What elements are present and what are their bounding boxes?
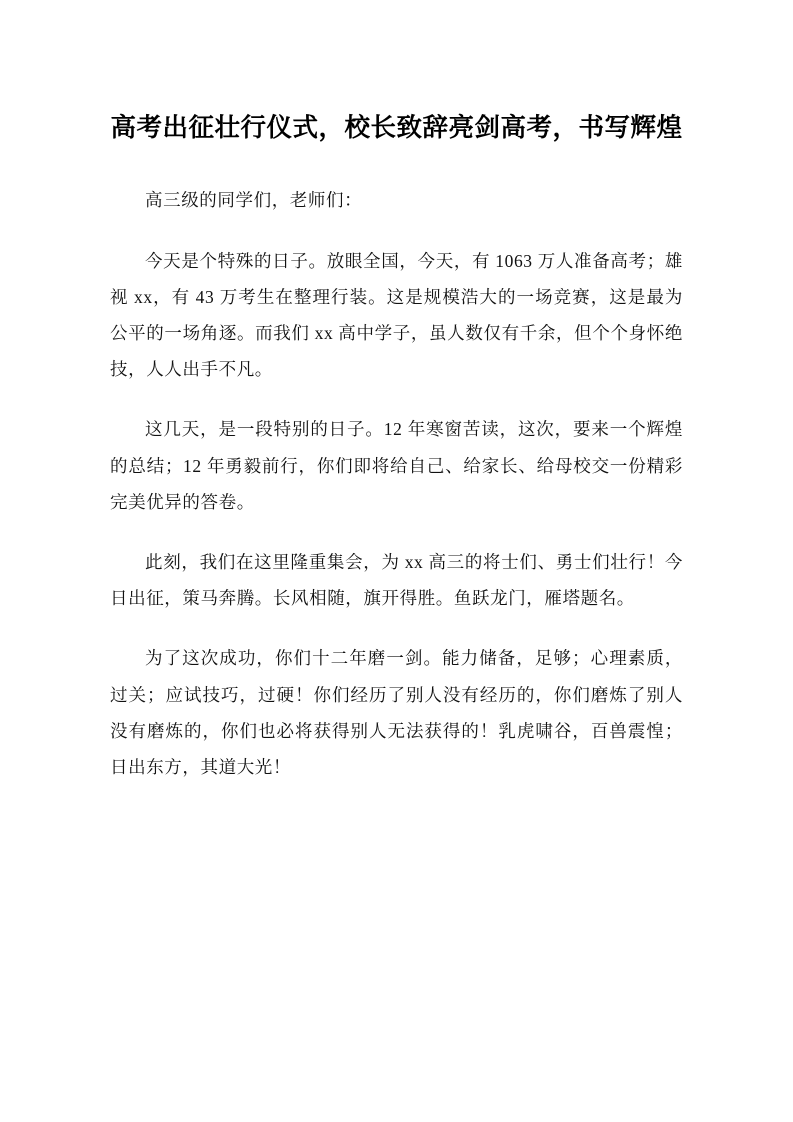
paragraph-1: 今天是个特殊的日子。放眼全国，今天，有 1063 万人准备高考；雄视 xx，有 43 万考生在整理行装。这是规模浩大的一场竞赛，这是最为公平的一场角逐。而我们 xx 高中学子，虽人数仅有千余，但个个身怀绝技，人人出手不凡。: [110, 250, 683, 380]
paragraph-4: 为了这次成功，你们十二年磨一剑。能力储备，足够；心理素质，过关；应试技巧，过硬！你们经历了别人没有经历的，你们磨炼了别人没有磨炼的，你们也必将获得别人无法获得的！乳虎啸谷，百兽震惶；日出东方，其道大光！: [110, 648, 683, 778]
paragraph-3: 此刻，我们在这里隆重集会，为 xx 高三的将士们、勇士们壮行！今日出征，策马奔腾。长风相随，旗开得胜。鱼跃龙门，雁塔题名。: [110, 552, 683, 609]
paragraph-2: 这几天，是一段特别的日子。12 年寒窗苦读，这次，要来一个辉煌的总结；12 年勇毅前行，你们即将给自己、给家长、给母校交一份精彩完美优异的答卷。: [110, 419, 683, 512]
paragraph-salutation: 高三级的同学们，老师们：: [145, 190, 363, 211]
page-title: 高考出征壮行仪式，校长致辞亮剑高考，书写辉煌: [110, 114, 683, 142]
